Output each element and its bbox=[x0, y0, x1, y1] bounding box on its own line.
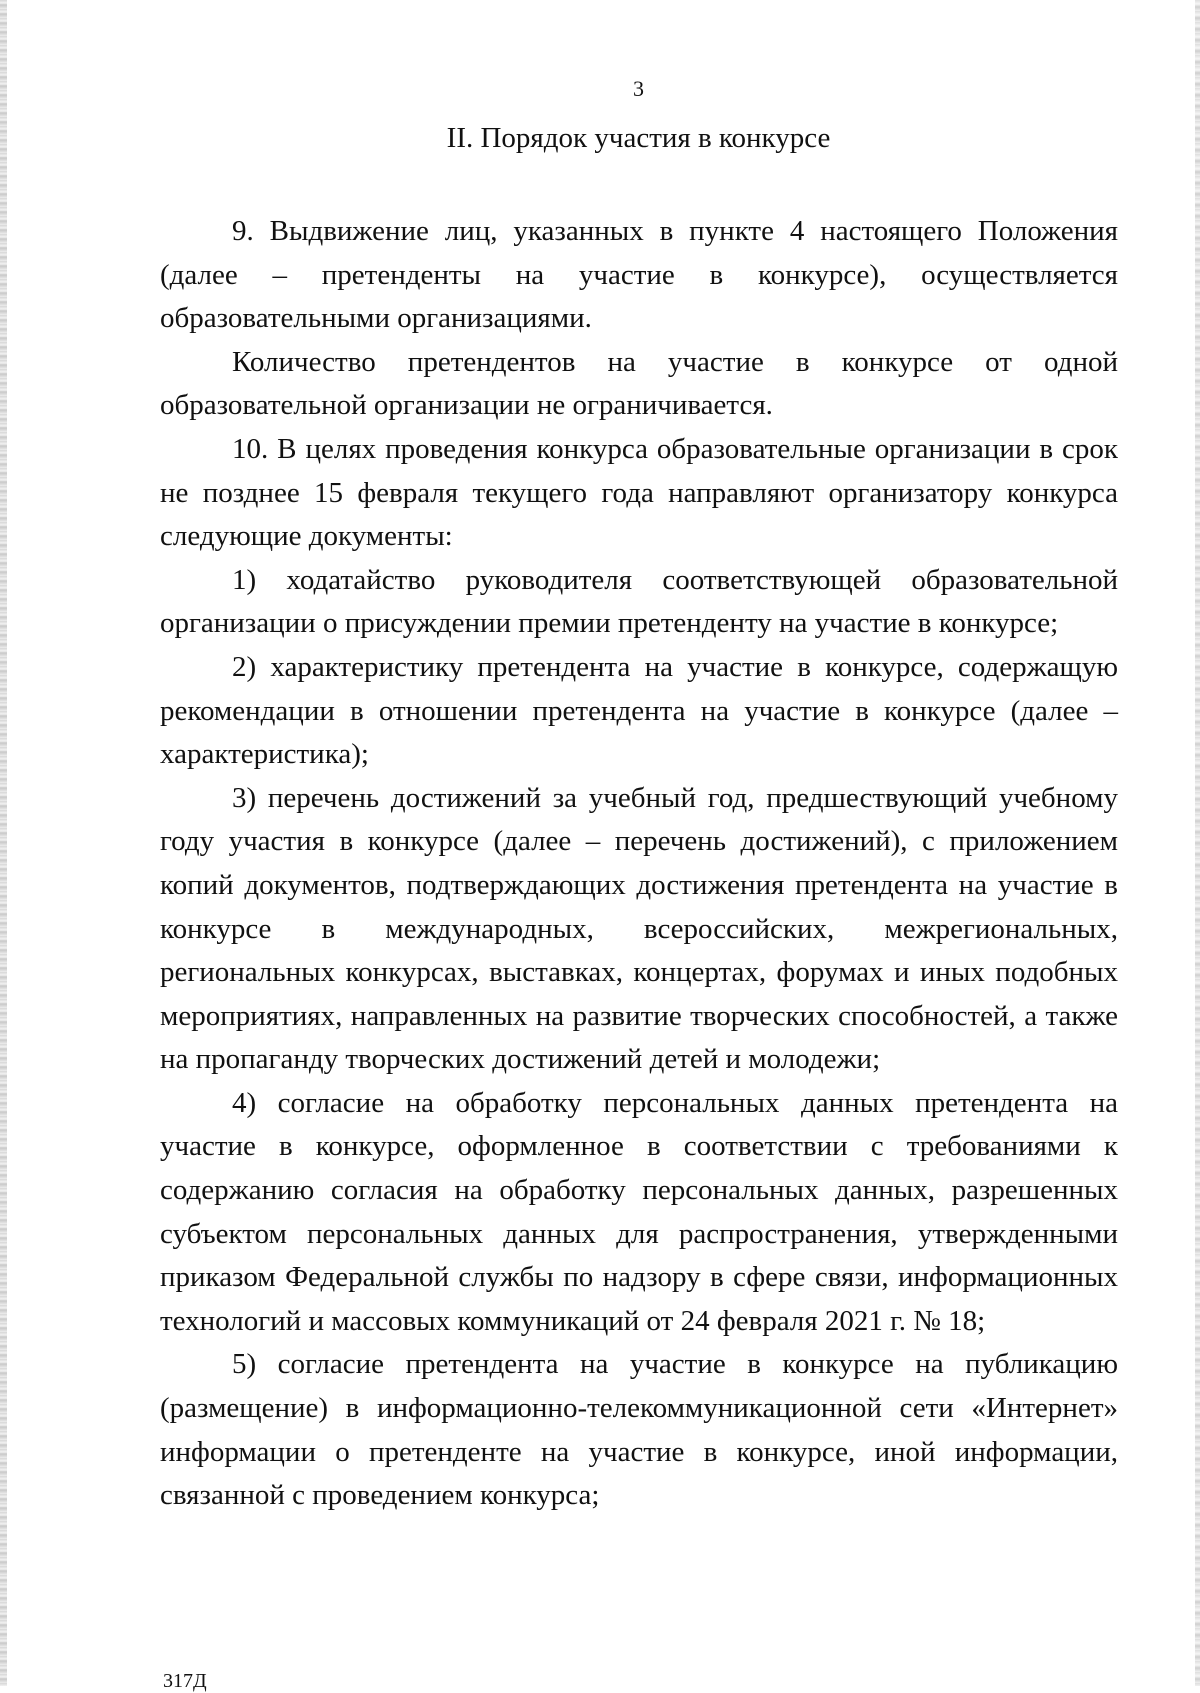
list-item-5: 5) согласие претендента на участие в конкурсе на публикацию (размещение) в информационно-телекоммуникационной сети «Интернет» информации о претенденте на участие в конкурсе, иной информации, связанной с проведением конкурса; bbox=[160, 1348, 1118, 1512]
scan-edge-right bbox=[1195, 0, 1200, 1686]
list-item-4: 4) согласие на обработку персональных данных претендента на участие в конкурсе, оформленное в соответствии с требованиями к содержанию согласия на обработку персональных данных, разрешенных субъектом персональных данных для распространения, утвержденными приказом Федеральной службы по надзору в сфере связи, информационных технологий и массовых коммуникаций от 24 февраля 2021 г. № 18; bbox=[160, 1086, 1118, 1337]
list-item-2: 2) характеристику претендента на участие в конкурсе, содержащую рекомендации в отношении претендента на участие в конкурсе (далее – характеристика); bbox=[160, 650, 1118, 771]
paragraph-9: 9. Выдвижение лиц, указанных в пункте 4 настоящего Положения (далее – претенденты на участие в конкурсе), осуществляется образовательными организациями. bbox=[160, 215, 1118, 335]
section-title: II. Порядок участия в конкурсе bbox=[446, 122, 831, 154]
paragraph-candidates-count: Количество претендентов на участие в конкурсе от одной образовательной организации не ограничивается. bbox=[160, 345, 1118, 422]
page-number: 3 bbox=[633, 76, 644, 101]
scan-edge-left bbox=[0, 0, 7, 1686]
list-item-3: 3) перечень достижений за учебный год, предшествующий учебному году участия в конкурсе (далее – перечень достижений), с приложением копий документов, подтверждающих достижения претендента на участие в конкурсе в международных, всероссийских, межрегиональных, региональных конкурсах, выставках, концертах, форумах и иных подобных мероприятиях, направленных на развитие творческих способностей, а также на пропаганду творческих достижений детей и молодежи; bbox=[160, 781, 1118, 1076]
document-body bbox=[160, 210, 1118, 1518]
paragraph-10: 10. В целях проведения конкурса образовательные организации в срок не позднее 15 февраля текущего года направляют организатору конкурса следующие документы: bbox=[160, 432, 1118, 553]
list-item-1: 1) ходатайство руководителя соответствующей образовательной организации о присуждении премии претенденту на участие в конкурсе; bbox=[160, 563, 1118, 640]
footer-code: 317Д bbox=[163, 1670, 207, 1692]
